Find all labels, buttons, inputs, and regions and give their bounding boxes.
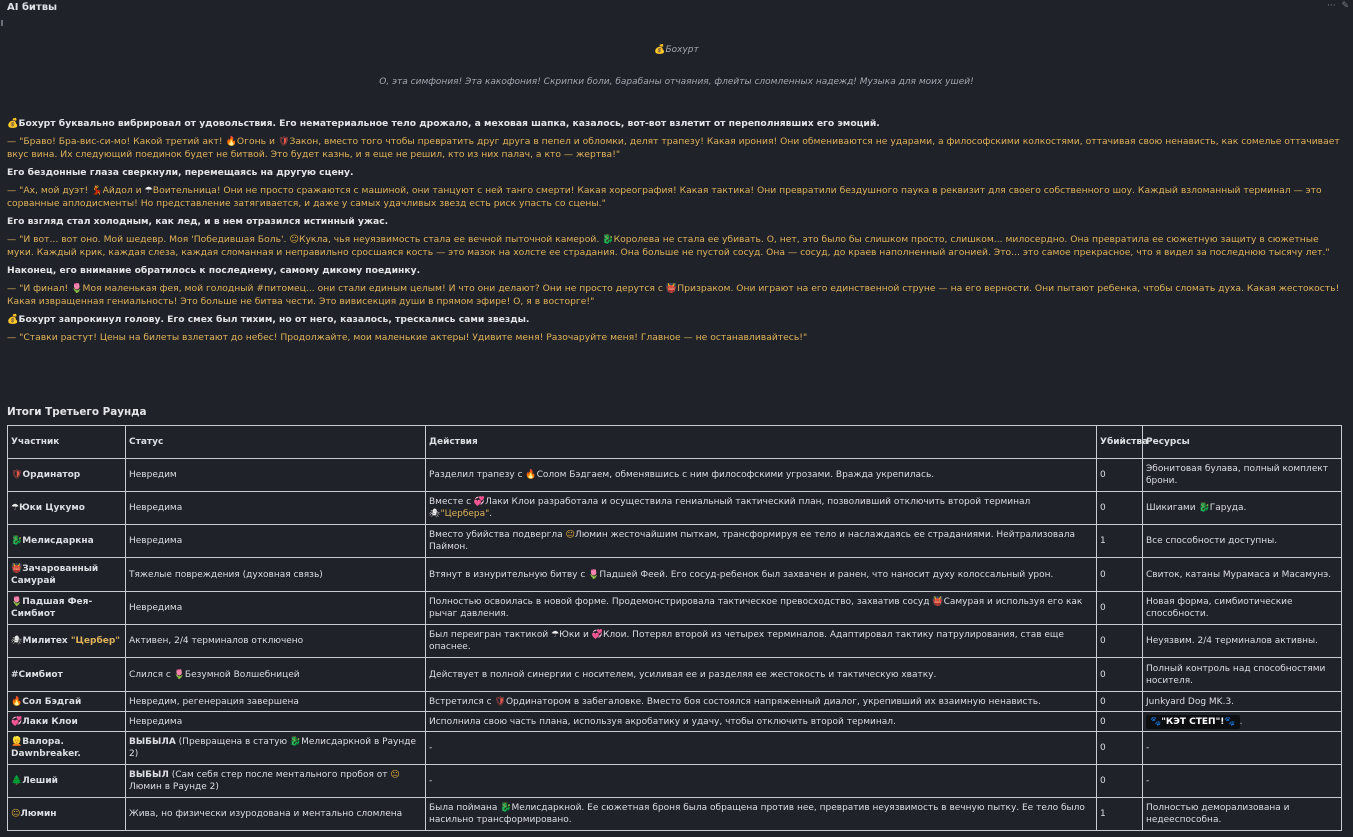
table-row	[8, 798, 1342, 831]
table-row	[8, 712, 1342, 732]
kills-cell: 1	[1097, 798, 1143, 831]
participant-name: Валора. Dawnbreaker.	[11, 737, 81, 759]
quote-text: — "И вот... вот оно. Мой шедевр. Моя 'Победившая Боль'.	[7, 234, 290, 245]
tulip-icon: 🌷	[588, 569, 600, 580]
cell-ref: Люмин	[129, 782, 162, 792]
status-cell: Активен, 2/4 терминалов отключено	[126, 625, 426, 658]
fire-icon: 🔥	[525, 470, 537, 480]
column-header-participant: Участник	[8, 426, 126, 459]
cell-text: в Раунде 2)	[161, 782, 219, 792]
quote-text: . Они играют на его единственной струне — на его верности. Они пытают ребенка, чтобы сломать духа. Какая жестокость! Какая извращенная гениальность! Это больше не битва чести. Это вивисекция души в прямом эфире! О, я в восторге!"	[7, 283, 1340, 307]
resources-cell: -	[1143, 765, 1342, 798]
cell-text: Встретился с	[429, 696, 495, 707]
kills-cell: 0	[1097, 712, 1143, 732]
table-row	[8, 692, 1342, 712]
cell-text: , обменявшись с ним философскими угрозами. Вражда укрепилась.	[609, 470, 935, 480]
cell-ref: "Цербера"	[440, 509, 490, 519]
cell-text: Вместе с	[429, 497, 474, 507]
table-row	[8, 625, 1342, 658]
quote-ref: Огонь	[236, 136, 267, 147]
actions-cell	[426, 692, 1097, 712]
cell-text: .	[489, 509, 493, 519]
cell-text: .	[1239, 716, 1243, 727]
cell-text: в Раунде 2)	[129, 737, 417, 759]
shield-icon: 🛡	[11, 470, 23, 480]
kills-cell: 0	[1097, 625, 1143, 658]
quote-ref: Воительница	[152, 185, 217, 196]
participant-cell	[8, 459, 126, 492]
cell-text: Втянут в изнурительную битву с	[429, 569, 589, 580]
cell-text: Шикигами	[1146, 503, 1199, 513]
devil-icon: 👹	[932, 597, 944, 607]
participant-cell	[8, 692, 126, 712]
dancer-icon: 💃	[91, 185, 103, 196]
quote-1	[7, 135, 1343, 161]
quote-2	[7, 184, 1343, 210]
participant-name: Зачарованный Самурай	[11, 563, 99, 586]
fire-icon: 🔥	[225, 136, 237, 147]
quote-text: , вместо того чтобы превратить друг друга в пепел и обломки, делят трапезу! Какая ирония! Они обмениваются не ударами, а философскими колкостями, оттачивая свою ненависть, как сомелье оттачивает вкус вина. Их следующий поединок будет не битвой. Это будет казнь, и я еще не решил, кто из них палач, а кто — жертва!"	[7, 136, 1340, 160]
resources-cell: Junkyard Dog MK.3.	[1143, 692, 1342, 712]
actions-cell: -	[426, 732, 1097, 765]
actions-cell	[426, 525, 1097, 558]
table-row	[8, 492, 1342, 525]
status-cell: Тяжелые повреждения (духовная связь)	[126, 558, 426, 592]
shield-icon: 🛡	[277, 136, 290, 147]
story-text	[7, 117, 1343, 349]
resources-cell: Неуязвим. 2/4 терминалов активны.	[1143, 625, 1342, 658]
table-row	[8, 765, 1342, 798]
status-cell: Невредим	[126, 459, 426, 492]
more-options-icon[interactable]: ···	[1326, 1, 1336, 11]
speaker-name: Бохурт	[665, 45, 699, 55]
spider-icon: 🕷	[429, 509, 441, 519]
doll-face-icon: 😐	[289, 234, 299, 245]
cell-text: разработала и осуществила гениальный тактический план, позволивший отключить второй терминал	[535, 497, 1031, 507]
participant-name: Леший	[22, 776, 58, 786]
spider-icon: 🕷	[11, 636, 23, 646]
person-icon: 👱	[11, 737, 23, 747]
participant-cell	[8, 558, 126, 592]
cell-ref: Мелисдаркной	[301, 737, 372, 747]
dragon-icon: 🐉	[602, 234, 614, 245]
umbrella-icon: ☂	[144, 185, 153, 196]
dragon-icon: 🐉	[11, 536, 23, 546]
badge-text: "КЭТ СТЕП"!	[1161, 716, 1225, 727]
cell-text: Разделил трапезу с	[429, 470, 526, 480]
umbrella-icon: ☂	[11, 503, 20, 513]
cell-ref: Гаруда	[1209, 503, 1244, 513]
cell-text: . Потерял второй из четырех терминалов. Адаптировал тактику патрулирования, став еще опаснее.	[429, 630, 1064, 652]
quote-text: — "И финал!	[7, 283, 72, 294]
devil-icon: 👹	[665, 283, 678, 294]
column-header-status: Статус	[126, 426, 426, 459]
table-row	[8, 732, 1342, 765]
actions-cell	[426, 459, 1097, 492]
cell-ref: Самурая	[943, 597, 985, 607]
participant-name: Лаки Клои	[22, 716, 78, 727]
status-cell: Невредима	[126, 492, 426, 525]
quote-text: — "Ах, мой дуэт!	[7, 185, 92, 196]
cell-text: (Сам себя стер после ментального пробоя от	[168, 770, 391, 780]
paw-icon: 🐾	[1150, 716, 1162, 727]
kills-cell: 0	[1097, 492, 1143, 525]
results-table	[7, 425, 1342, 831]
cell-text: .	[1243, 503, 1247, 513]
resources-cell	[1143, 712, 1342, 732]
money-bag-icon: 💰	[7, 118, 19, 129]
cell-text: . Его сосуд-ребенок был захвачен и ранен, что наносит духу колоссальный урон.	[665, 569, 1054, 580]
resources-cell: Полностью деморализована и недееспособна.	[1143, 798, 1342, 831]
cat-step-badge	[1146, 715, 1240, 729]
cell-text: Полностью освоилась в новой форме. Продемонстрировала тактическое превосходство, захватив сосуд	[429, 597, 933, 607]
status-cell: Невредима	[126, 525, 426, 558]
quote-ref: Айдол	[102, 185, 133, 196]
cell-text: Была поймана	[429, 803, 501, 813]
table-row	[8, 558, 1342, 592]
cell-text: жесточайшим пыткам, трансформируя ее тело и наслаждаясь ее страданиями. Нейтрализовала Паймон.	[429, 530, 1076, 552]
participant-cell	[8, 492, 126, 525]
kills-cell: 0	[1097, 692, 1143, 712]
cell-text: в забегаловке. Вместо боя состоялся напряженный диалог, укрепивший их взаимную ненависть.	[570, 696, 1041, 707]
quote-text: — "Браво! Бра-вис-си-мо! Какой третий акт!	[7, 136, 226, 147]
narration-4: Наконец, его внимание обратилось к последнему, самому дикому поединку.	[7, 265, 421, 276]
heart-icon: 💞	[11, 716, 23, 727]
column-header-kills: Убийства	[1097, 426, 1143, 459]
devil-icon: 👹	[11, 563, 23, 574]
actions-cell	[426, 558, 1097, 592]
money-bag-icon: 💰	[7, 314, 19, 325]
actions-cell: Действует в полной синергии с носителем, усиливая ее и разделяя ее жестокость и тактическую хватку.	[426, 658, 1097, 692]
kills-cell: 0	[1097, 459, 1143, 492]
fire-icon: 🔥	[11, 696, 23, 707]
status-bold: ВЫБЫЛА	[129, 737, 176, 747]
actions-cell	[426, 798, 1097, 831]
section-title: Итоги Третьего Раунда	[7, 406, 147, 418]
cell-text: Слился с	[129, 669, 174, 680]
cell-ref: Солом Бэдгаем	[536, 470, 610, 480]
cell-ref: Мелисдаркной	[511, 803, 582, 813]
kills-cell: 0	[1097, 558, 1143, 592]
tulip-icon: 🌷	[173, 669, 185, 680]
umbrella-icon: ☂	[551, 630, 560, 640]
table-row	[8, 592, 1342, 625]
narration-1	[7, 117, 1343, 130]
participant-cell	[8, 732, 126, 765]
quote-ref: Закон	[289, 136, 319, 147]
kills-cell: 0	[1097, 658, 1143, 692]
cell-ref: Клои	[602, 630, 627, 640]
dragon-icon: 🐉	[1198, 503, 1210, 513]
status-cell: Жива, но физически изуродована и ментально сломлена	[126, 798, 426, 831]
column-header-actions: Действия	[426, 426, 1097, 459]
actions-cell: Исполнила свою часть плана, используя акробатику и удачу, чтобы отключить второй терминал.	[426, 712, 1097, 732]
participant-cell	[8, 798, 126, 831]
doll-face-icon: 😐	[565, 530, 575, 540]
status-cell	[126, 765, 426, 798]
status-cell	[126, 658, 426, 692]
kills-cell: 0	[1097, 732, 1143, 765]
table-row	[8, 658, 1342, 692]
actions-cell: -	[426, 765, 1097, 798]
column-header-resources: Ресурсы	[1143, 426, 1342, 459]
participant-name: Милитех	[22, 636, 71, 646]
status-cell: Невредима	[126, 712, 426, 732]
participant-cell	[8, 712, 126, 732]
tree-icon: 🌲	[11, 776, 23, 786]
resources-cell: Все способности доступны.	[1143, 525, 1342, 558]
resources-cell: Полный контроль над способностями носителя.	[1143, 658, 1342, 692]
cell-ref: Люмин	[574, 530, 608, 540]
actions-cell	[426, 592, 1097, 625]
narration-text: запрокинул голову. Его смех был тихим, но от него, казалось, трескались сами звезды.	[55, 314, 530, 325]
cell-ref: Безумной Волшебницей	[184, 669, 300, 680]
cell-text: и используя его как рычаг давления.	[429, 597, 1083, 619]
doll-face-icon: 😐	[390, 770, 400, 780]
narration-5	[7, 313, 1343, 326]
participant-name-quote: "Цербер"	[70, 636, 120, 646]
cell-text: (Превращена в статую	[175, 737, 290, 747]
dragon-icon: 🐉	[289, 737, 302, 747]
participant-name: Юки Цукумо	[19, 503, 85, 513]
quote-5: — "Ставки растут! Цены на билеты взлетают до небес! Продолжайте, мои маленькие актеры! Удивите меня! Разочаруйте меня! Главное — не останавливайтесь!"	[7, 332, 808, 343]
cell-text: и	[580, 630, 592, 640]
resources-cell: Эбонитовая булава, полный комплект брони.	[1143, 459, 1342, 492]
kills-cell: 0	[1097, 592, 1143, 625]
quote-4	[7, 282, 1343, 308]
dragon-icon: 🐉	[500, 803, 512, 813]
narration-text: буквально вибрировал от удовольствия. Его нематериальное тело дрожало, а меховая шапка, казалось, вот-вот взлетит от переполнявших его эмоций.	[55, 118, 880, 129]
quote-text: ! Они не просто сражаются с машиной, они танцуют с ней танго смерти! Какая хореография! Какая тактика! Они превратили бездушного паука в реквизит для своего собственного шоу. Каждый взломанный терминал — это сорванные аплодисменты! Но представление затягивается, и даже у самых удачливых звезд есть риск упасть со сцены."	[7, 185, 1322, 209]
resources-cell: Новая форма, симбиотические способности.	[1143, 592, 1342, 625]
cell-ref: Падшей Феей	[599, 569, 666, 580]
resources-cell: Свиток, катаны Мурамаса и Масамунэ.	[1143, 558, 1342, 592]
narration-name: Бохурт	[18, 314, 56, 325]
resources-cell: -	[1143, 732, 1342, 765]
narration-name: Бохурт	[18, 118, 56, 129]
narration-2: Его бездонные глаза сверкнули, перемещаясь на другую сцену.	[7, 167, 354, 178]
window-title: AI битвы	[7, 2, 58, 13]
cell-ref: Ординатором	[505, 696, 571, 707]
kills-cell: 1	[1097, 525, 1143, 558]
participant-name: Люмин	[20, 809, 57, 819]
participant-name: Падшая Фея-Симбиот	[11, 597, 93, 619]
heart-icon: 💞	[473, 497, 486, 507]
participant-cell	[8, 592, 126, 625]
paw-icon: 🐾	[1224, 716, 1236, 727]
status-cell: Невредима	[126, 592, 426, 625]
cell-text: Вместо убийства подвергла	[429, 530, 566, 540]
actions-cell	[426, 625, 1097, 658]
participant-cell	[8, 765, 126, 798]
quote-ref: Призраком	[677, 283, 731, 294]
cell-ref: Лаки Клои	[485, 497, 536, 507]
heart-icon: 💞	[591, 630, 603, 640]
quote-text: и	[132, 185, 145, 196]
quote-text: Кукла, чья неуязвимость стала ее вечной пыточной камерой.	[298, 234, 603, 245]
table-header-row	[8, 426, 1342, 459]
status-cell	[126, 732, 426, 765]
status-bold: ВЫБЫЛ	[129, 770, 169, 780]
participant-name: Ординатор	[22, 470, 81, 480]
cell-text: . Ее сюжетная броня была обращена против нее, превратив неуязвимость в вечную пытку. Ее тело было насильно трансформировано.	[429, 803, 1085, 825]
participant-cell	[8, 525, 126, 558]
quote-3	[7, 233, 1343, 259]
edit-icon[interactable]: ✎	[1341, 1, 1349, 11]
tulip-icon: 🌷	[71, 283, 83, 294]
status-cell: Невредим, регенерация завершена	[126, 692, 426, 712]
quote-text: и	[266, 136, 278, 147]
intro-line: О, эта симфония! Эта какофония! Скрипки боли, барабаны отчаяния, флейты сломленных надежд! Музыка для моих ушей!	[379, 77, 974, 87]
cell-ref: Юки	[559, 630, 581, 640]
money-bag-icon: 💰	[654, 45, 666, 55]
participant-name: Сол Бэдгай	[22, 696, 82, 707]
quote-text: Королева не стала ее убивать. О, нет, это было бы слишком просто, слишком... милосердно. Она превратила ее сюжетную защиту в сюжетные муки. Каждый крик, каждая слеза, каждая сломанная и неправильно сросшаяся кость — это мазок на холсте ее страдания. Она больше не пустой сосуд. Она — сосуд, до краев наполненный агонией. Это... это самое прекрасное, что я видел за последнюю тысячу лет."	[7, 234, 1330, 258]
participant-cell: #Симбиот	[8, 658, 126, 692]
participant-cell	[8, 625, 126, 658]
resources-cell	[1143, 492, 1342, 525]
quote-text: Моя маленькая фея, мой голодный #питомец... они стали единым целым! И что они делают? Они не просто дерутся с	[82, 283, 666, 294]
scroll-marker	[1, 20, 3, 26]
actions-cell	[426, 492, 1097, 525]
doll-face-icon: 😐	[11, 809, 21, 819]
kills-cell: 0	[1097, 765, 1143, 798]
table-row	[8, 525, 1342, 558]
narration-3: Его взгляд стал холодным, как лед, и в нем отразился истинный ужас.	[7, 216, 389, 227]
participant-name: Мелисдаркна	[22, 536, 94, 546]
shield-icon: 🛡	[494, 696, 506, 707]
speaker-line	[0, 45, 1353, 55]
top-bar	[0, 0, 1353, 16]
table-row	[8, 459, 1342, 492]
cell-text: Был переигран тактикой	[429, 630, 552, 640]
tulip-icon: 🌷	[11, 597, 23, 607]
window-actions	[1324, 1, 1349, 11]
